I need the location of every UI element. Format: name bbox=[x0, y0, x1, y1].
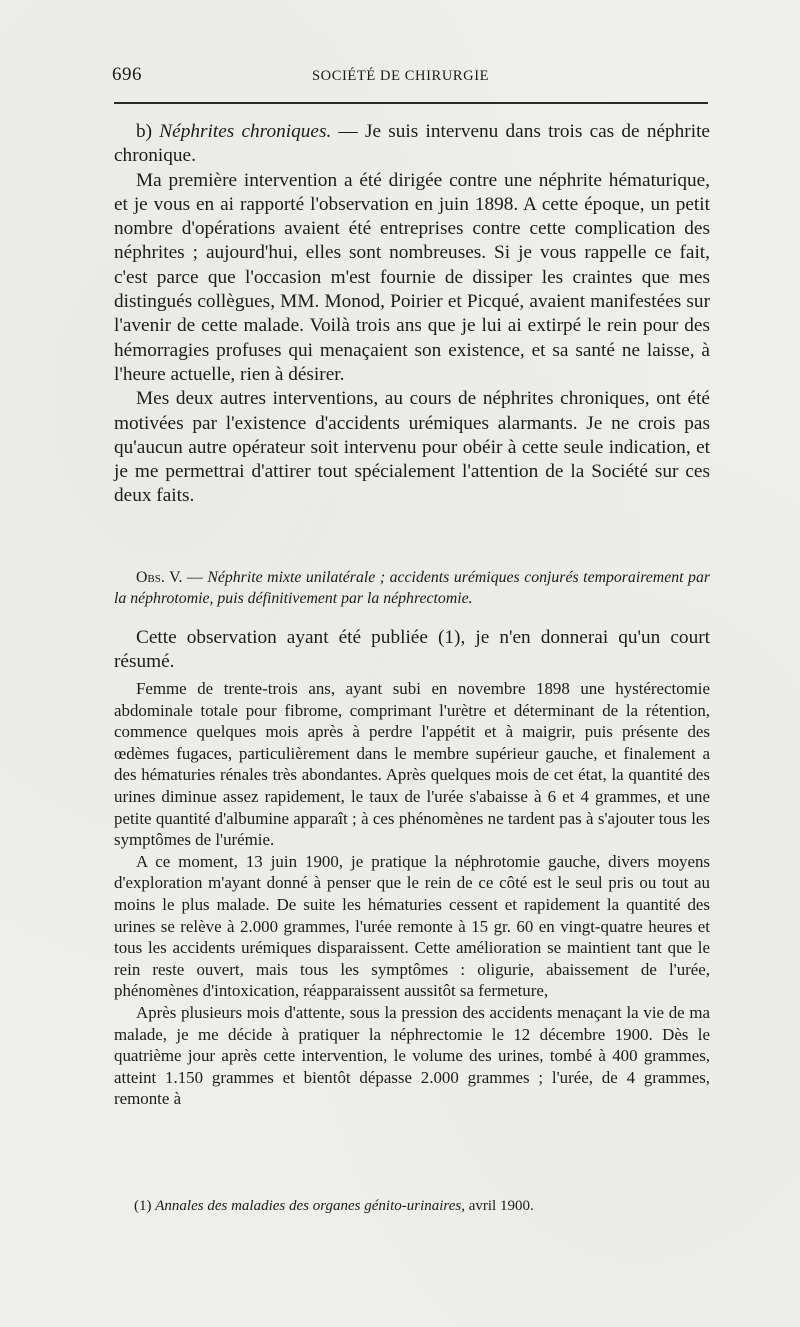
paragraph: Après plusieurs mois d'attente, sous la pression des accidents menaçant la vie de ma malade, je me décide à pratiquer la néphrectomie le 12 décembre 1900. Dès le quatrième jour après cette intervention, le volume des urines, tombé à 400 grammes, atteint 1.150 grammes et bientôt dépasse 2.000 grammes ; l'urée, de 4 grammes, remonte à bbox=[114, 1002, 710, 1109]
observation-label: Obs. V. bbox=[136, 569, 183, 586]
running-title: SOCIÉTÉ DE CHIRURGIE bbox=[312, 68, 490, 84]
footnote-marker: (1) bbox=[134, 1198, 152, 1214]
header-rule bbox=[114, 102, 708, 104]
footnote bbox=[134, 1196, 704, 1216]
intro-block bbox=[114, 626, 710, 675]
intro-paragraph: Cette observation ayant été publiée (1), je n'en donnerai qu'un court résumé. bbox=[114, 627, 710, 673]
section-b-intro: — Je suis intervenu dans trois cas de néphrite chronique. bbox=[114, 121, 710, 167]
case-report-block bbox=[114, 678, 710, 1110]
footnote-source: Annales des maladies des organes génito-urinaires, bbox=[155, 1198, 465, 1214]
paragraph: Mes deux autres interventions, au cours de néphrites chroniques, ont été motivées par l'existence d'accidents urémiques alarmants. Je ne crois pas qu'aucun autre opérateur soit intervenu pour obéir à cette seule indication, et je me permettrai d'attirer tout spécialement l'attention de la Société sur ces deux faits. bbox=[114, 388, 710, 507]
page-number: 696 bbox=[112, 64, 142, 85]
observation-title: Néphrite mixte unilatérale ; accidents urémiques conjurés temporairement par la néphrotomie, puis définitivement par la néphrectomie. bbox=[114, 569, 710, 607]
paragraph: Ma première intervention a été dirigée contre une néphrite hématurique, et je vous en ai rapporté l'observation en juin 1898. A cette époque, un petit nombre d'opérations avaient été entreprises contre cette complication des néphrites ; aujourd'hui, elles sont nombreuses. Si je vous rappelle ce fait, c'est parce que l'occasion m'est fournie de dissiper les craintes que mes distingués collègues, MM. Monod, Poirier et Picqué, avaient manifestées sur l'avenir de cette malade. Voilà trois ans que je lui ai extirpé le rein pour des hémorragies profuses qui menaçaient son existence, et sa santé ne laisse, à l'heure actuelle, rien à désirer. bbox=[114, 169, 710, 385]
section-b-block bbox=[114, 120, 710, 509]
observation-block bbox=[114, 567, 710, 609]
section-b-heading bbox=[114, 120, 710, 169]
section-b-title: Néphrites chroniques. bbox=[159, 121, 332, 142]
paragraph: Femme de trente-trois ans, ayant subi en novembre 1898 une hystérectomie abdominale totale pour fibrome, comprimant l'urètre et déterminant de la rétention, commence quelques mois après à perdre l'appétit et à maigrir, puis présente des œdèmes fugaces, particulièrement dans le membre supérieur gauche, et finalement a des hématuries rénales très abondantes. Après quelques mois de cet état, la quantité des urines diminue assez rapidement, le taux de l'urée s'abaisse à 6 et 4 grammes, et une petite quantité d'albumine apparaît ; à ces phénomènes ne tardent pas à s'ajouter tous les symptômes de l'urémie. bbox=[114, 679, 710, 850]
observation-heading bbox=[114, 567, 710, 609]
paragraph: A ce moment, 13 juin 1900, je pratique la néphrotomie gauche, divers moyens d'exploration m'ayant donné à penser que le rein de ce côté est le seul pris ou tout au moins le plus malade. De suite les hématuries cessent et rapidement la quantité des urines se relève à 2.000 grammes, l'urée remonte à 15 gr. 60 en vingt-quatre heures et tous les accidents urémiques disparaissent. Cette amélioration se maintient tant que le rein reste ouvert, mais tous les symptômes : oligurie, abaissement de l'urée, phénomènes d'intoxication, réapparaissent aussitôt sa fermeture, bbox=[114, 851, 710, 1001]
page-header bbox=[112, 64, 708, 92]
observation-dash: — bbox=[182, 569, 208, 586]
section-b-label: b) bbox=[136, 121, 153, 142]
footnote-date: avril 1900. bbox=[464, 1198, 534, 1214]
